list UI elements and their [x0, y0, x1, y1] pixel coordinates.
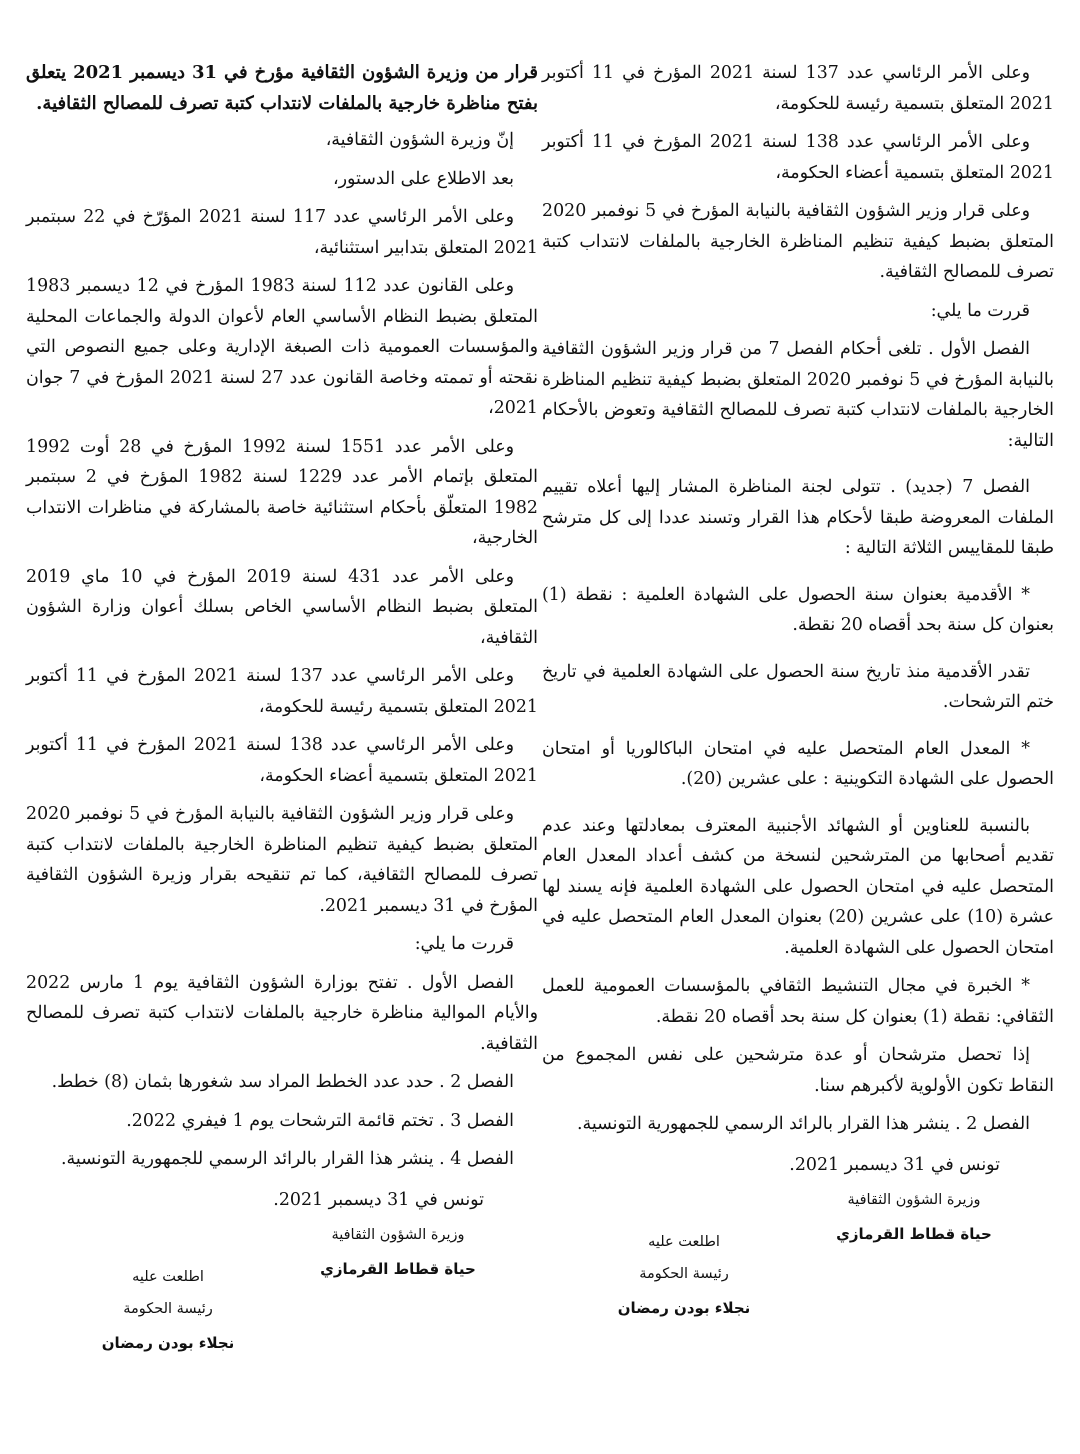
- paragraph: وعلى القانون عدد 112 لسنة 1983 المؤرخ في 12 ديسمبر 1983 المتعلق بضبط النظام الأساسي العام لأعوان الدولة والجماعات المحلية والمؤسسات العمومية ذات الصبغة الإدارية وعلى جميع النصوص التي نقحته أو تممته وخاصة القانون عدد 27 لسنة 2021 المؤرخ في 7 جوان 2021،: [26, 276, 538, 418]
- paragraph: وعلى الأمر عدد 431 لسنة 2019 المؤرخ في 10 ماي 2019 المتعلق بضبط النظام الأساسي الخاص بسلك أعوان وزارة الشؤون الثقافية،: [26, 566, 538, 648]
- paragraph: وعلى قرار وزير الشؤون الثقافية بالنيابة المؤرخ في 5 نوفمبر 2020 المتعلق بضبط كيفية تنظيم المناظرة الخارجية بالملفات لانتداب كتبة تصرف للمصالح الثقافية، كما تم تنقيحه بقرار وزيرة الشؤون الثقافية المؤرخ في 31 ديسمبر 2021.: [26, 804, 538, 916]
- signature-block: [542, 1188, 1054, 1388]
- minister-signature: [814, 1188, 1014, 1246]
- paragraph: الفصل الأول . تلغى أحكام الفصل 7 من قرار وزير الشؤون الثقافية بالنيابة المؤرخ في 5 نوفمبر 2020 المتعلق بضبط كيفية تنظيم المناظرة الخارجية بالملفات لانتداب كتبة تصرف للمصالح الثقافية وتعوض بالأحكام التالية:: [542, 339, 1054, 451]
- minister-title: وزيرة الشؤون الثقافية: [847, 1192, 981, 1208]
- paragraph: * الأقدمية بعنوان سنة الحصول على الشهادة العلمية : نقطة (1) بعنوان كل سنة بحد أقصاه 20 نقطة.: [542, 584, 1054, 635]
- paragraph: قررت ما يلي:: [930, 300, 1030, 321]
- approved-label: اطلعت عليه: [132, 1269, 204, 1285]
- minister-title: وزيرة الشؤون الثقافية: [331, 1227, 465, 1243]
- paragraph: بعد الاطلاع على الدستور،: [333, 168, 514, 189]
- paragraph: الفصل الأول . تفتح بوزارة الشؤون الثقافية يوم 1 مارس 2022 والأيام الموالية مناظرة خارجية بالملفات لانتداب كتبة تصرف للمصالح الثقافية.: [26, 972, 538, 1054]
- pm-title: رئيسة الحكومة: [639, 1266, 729, 1282]
- minister-name: حياة قطاط القرمازي: [836, 1225, 992, 1243]
- minister-name: حياة قطاط القرمازي: [320, 1260, 476, 1278]
- paragraph: قررت ما يلي:: [414, 934, 514, 954]
- paragraph: وعلى الأمر الرئاسي عدد 137 لسنة 2021 المؤرخ في 11 أكتوبر 2021 المتعلق بتسمية رئيسة للحكومة،: [26, 666, 538, 717]
- paragraph: إنّ وزيرة الشؤون الثقافية،: [325, 130, 514, 150]
- paragraph: الفصل 2 . ينشر هذا القرار بالرائد الرسمي للجمهورية التونسية.: [576, 1114, 1030, 1134]
- left-column: [26, 58, 538, 1423]
- paragraph: الفصل 7 (جديد) . تتولى لجنة المناظرة المشار إليها أعلاه تقييم الملفات المعروضة طبقا لأحكام هذا القرار وتسند عددا إلى كل مترشح طبقا للمقاييس الثلاثة التالية :: [542, 477, 1054, 558]
- decree-title: قرار من وزيرة الشؤون الثقافية مؤرخ في 31 ديسمبر 2021 يتعلق بفتح مناظرة خارجية بالملفات لانتداب كتبة تصرف للمصالح الثقافية.: [26, 62, 538, 114]
- pm-approval: [579, 1230, 789, 1320]
- pm-title: رئيسة الحكومة: [123, 1301, 213, 1317]
- signature-block: [26, 1223, 538, 1423]
- paragraph: وعلى الأمر الرئاسي عدد 138 لسنة 2021 المؤرخ في 11 أكتوبر 2021 المتعلق بتسمية أعضاء الحكومة،: [26, 735, 538, 786]
- paragraph: وعلى الأمر الرئاسي عدد 137 لسنة 2021 المؤرخ في 11 أكتوبر 2021 المتعلق بتسمية رئيسة للحكومة،: [542, 63, 1054, 114]
- place-date: تونس في 31 ديسمبر 2021.: [273, 1189, 484, 1210]
- paragraph: * الخبرة في مجال التنشيط الثقافي بالمؤسسات العمومية للعمل الثقافي: نقطة (1) بعنوان كل سنة بحد أقصاه 20 نقطة.: [542, 976, 1054, 1027]
- paragraph: الفصل 4 . ينشر هذا القرار بالرائد الرسمي للجمهورية التونسية.: [60, 1149, 514, 1169]
- paragraph: إذا تحصل مترشحان أو عدة مترشحين على نفس المجموع من النقاط تكون الأولوية لأكبرهم سنا.: [542, 1045, 1054, 1096]
- minister-signature: [298, 1223, 498, 1281]
- paragraph: وعلى الأمر الرئاسي عدد 117 لسنة 2021 المؤرّخ في 22 سبتمبر 2021 المتعلق بتدابير استثنائية،: [26, 207, 538, 258]
- paragraph: بالنسبة للعناوين أو الشهائد الأجنبية المعترف بمعادلتها وعند عدم تقديم أصحابها من المترشحين لنسخة من كشف أعداد المعدل العام المتحصل عليه في امتحان الحصول على الشهادة العلمية فإنه يسند لها عشرة (10) على عشرين (20) بعنوان المعدل العام المتحصل عليه في امتحان الحصول على الشهادة العلمية.: [542, 815, 1054, 958]
- paragraph: وعلى قرار وزير الشؤون الثقافية بالنيابة المؤرخ في 5 نوفمبر 2020 المتعلق بضبط كيفية تنظيم المناظرة الخارجية بالملفات لانتداب كتبة تصرف للمصالح الثقافية.: [542, 201, 1054, 282]
- pm-approval: [63, 1265, 273, 1355]
- paragraph: تقدر الأقدمية منذ تاريخ سنة الحصول على الشهادة العلمية في تاريخ ختم الترشحات.: [542, 661, 1054, 712]
- paragraph: وعلى الأمر عدد 1551 لسنة 1992 المؤرخ في 28 أوت 1992 المتعلق بإتمام الأمر عدد 1229 لسنة 1982 المؤرخ في 2 سبتمبر 1982 المتعلّق بأحكام استثنائية خاصة بالمشاركة في مناظرات الانتداب الخارجية،: [26, 436, 538, 548]
- pm-name: نجلاء بودن رمضان: [101, 1334, 235, 1352]
- paragraph: الفصل 2 . حدد عدد الخطط المراد سد شغورها بثمان (8) خطط.: [51, 1072, 514, 1092]
- paragraph: الفصل 3 . تختم قائمة الترشحات يوم 1 فيفري 2022.: [126, 1110, 514, 1131]
- paragraph: وعلى الأمر الرئاسي عدد 138 لسنة 2021 المؤرخ في 11 أكتوبر 2021 المتعلق بتسمية أعضاء الحكومة،: [542, 132, 1054, 183]
- pm-name: نجلاء بودن رمضان: [617, 1299, 751, 1317]
- right-column: [542, 58, 1054, 1388]
- paragraph: * المعدل العام المتحصل عليه في امتحان الباكالوريا أو امتحان الحصول على الشهادة التكوينية : على عشرين (20).: [542, 738, 1054, 789]
- place-date: تونس في 31 ديسمبر 2021.: [789, 1154, 1000, 1175]
- approved-label: اطلعت عليه: [648, 1234, 720, 1250]
